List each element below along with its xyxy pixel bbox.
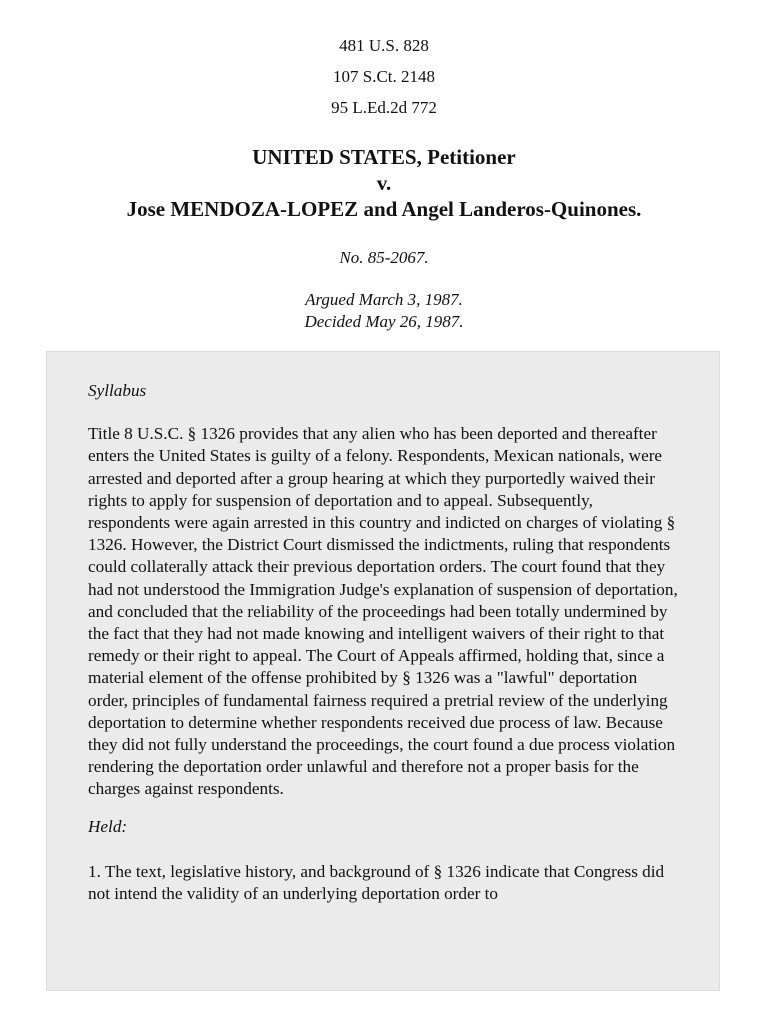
- case-caption: [0, 144, 768, 222]
- citation-block: [0, 35, 768, 128]
- held-heading: Held:: [88, 816, 128, 836]
- caption-petitioner: UNITED STATES, Petitioner: [252, 145, 516, 169]
- caption-versus: v.: [376, 171, 392, 195]
- syllabus-heading: Syllabus: [88, 381, 147, 400]
- decided-date: Decided May 26, 1987.: [304, 312, 464, 331]
- citation-us: 481 U.S. 828: [339, 36, 429, 55]
- docket-number: No. 85-2067.: [339, 248, 429, 267]
- argued-date: Argued March 3, 1987.: [305, 290, 463, 309]
- case-dates: [0, 289, 768, 333]
- syllabus-box: [46, 351, 720, 991]
- held-paragraph: 1. The text, legislative history, and background of § 1326 indicate that Congress did not intend the validity of an underlying deportation order to: [88, 861, 665, 904]
- caption-respondents: Jose MENDOZA-LOPEZ and Angel Landeros-Quinones.: [126, 197, 642, 221]
- citation-led: 95 L.Ed.2d 772: [331, 98, 437, 117]
- syllabus-paragraph: Title 8 U.S.C. § 1326 provides that any alien who has been deported and thereafter enters the United States is guilty of a felony. Respondents, Mexican nationals, were arrested and deported after a group hearing at which they purportedly waived their rights to apply for suspension of deportation and to appeal. Subsequently, respondents were again arrested in this country and indicted on charges of violating § 1326. However, the District Court dismissed the indictments, ruling that respondents could collaterally attack their previous deportation orders. The court found that they had not understood the Immigration Judge's explanation of suspension of deportation, and concluded that the reliability of the proceedings had been totally undermined by the fact that they had not made knowing and intelligent waivers of their right to that remedy or their right to appeal. The Court of Appeals affirmed, holding that, since a material element of the offense prohibited by § 1326 was a "lawful" deportation order, principles of fundamental fairness required a pretrial review of the underlying deportation to determine whether respondents received due process of law. Because they did not fully understand the proceedings, the court found a due process violation rendering the deportation order unlawful and therefore not a proper basis for the charges against respondents.: [88, 424, 678, 799]
- citation-sct: 107 S.Ct. 2148: [332, 67, 436, 86]
